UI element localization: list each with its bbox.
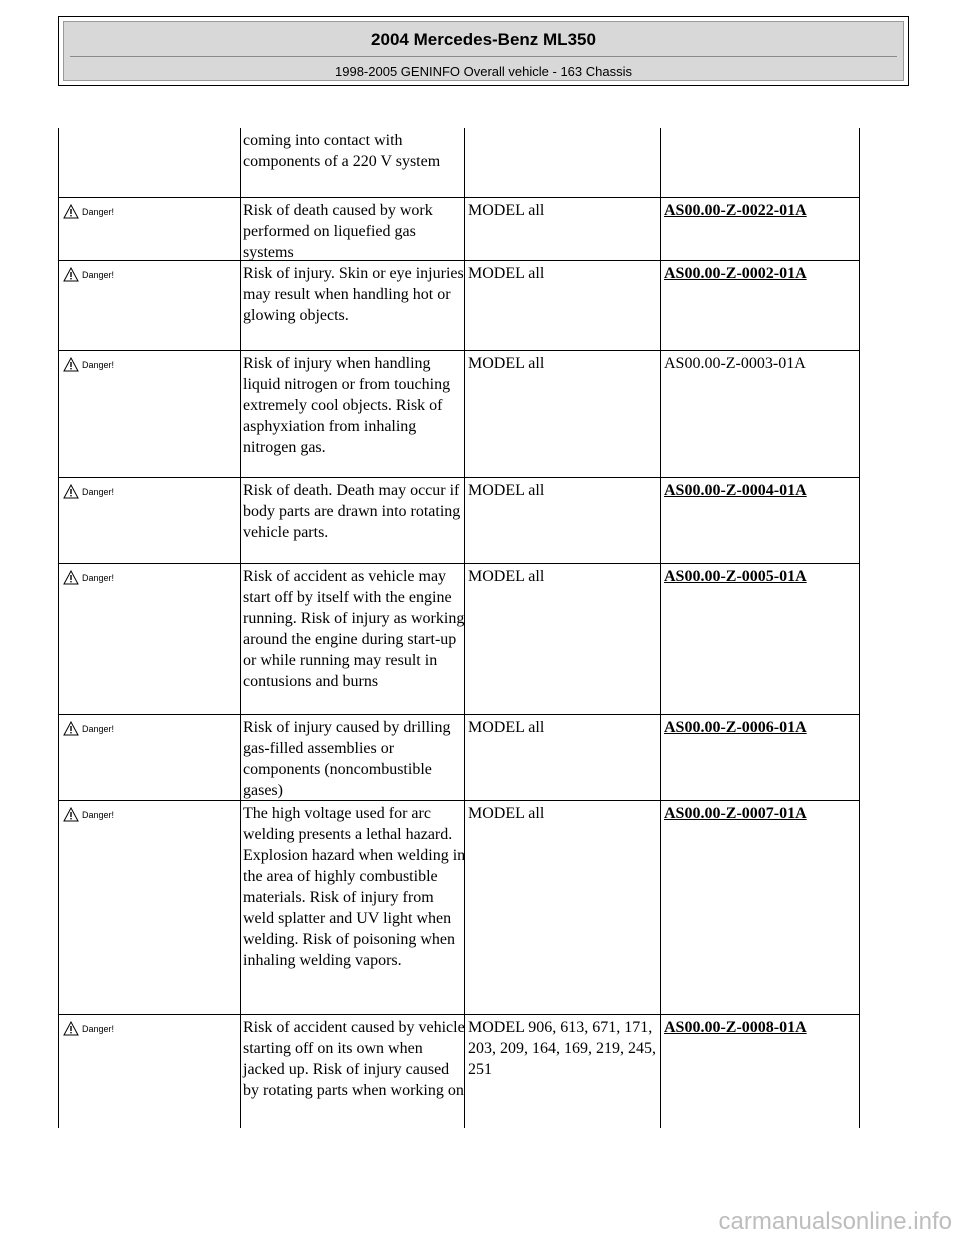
document-reference-link[interactable]: AS00.00-Z-0004-01A: [664, 482, 807, 499]
model-applicability: MODEL all: [468, 805, 545, 822]
danger-label: Danger!: [82, 359, 115, 370]
danger-badge: [63, 357, 114, 372]
document-subtitle: 1998-2005 GENINFO Overall vehicle - 163 Chassis: [335, 64, 632, 79]
warning-triangle-icon: [63, 1021, 79, 1036]
warning-triangle-icon: [63, 484, 79, 499]
document-reference-link[interactable]: AS00.00-Z-0007-01A: [664, 805, 807, 822]
danger-label: Danger!: [82, 1023, 115, 1034]
hazard-description: Risk of death caused by work performed on liquefied gas systems: [243, 202, 433, 261]
danger-label: Danger!: [82, 572, 115, 583]
document-reference: AS00.00-Z-0003-01A: [664, 355, 806, 372]
document-reference-link[interactable]: AS00.00-Z-0008-01A: [664, 1019, 807, 1036]
model-applicability: MODEL all: [468, 202, 545, 219]
table-column-divider: [240, 128, 241, 1128]
danger-label: Danger!: [82, 486, 115, 497]
document-reference-link[interactable]: AS00.00-Z-0022-01A: [664, 202, 807, 219]
header-panel: [63, 21, 904, 81]
warning-triangle-icon: [63, 204, 79, 219]
row-divider: [59, 477, 859, 478]
hazard-description: Risk of injury when handling liquid nitrogen or from touching extremely cool objects. Risk of asphyxiation from inhaling nitrogen gas.: [243, 355, 451, 456]
danger-label: Danger!: [82, 269, 115, 280]
danger-badge: [63, 267, 114, 282]
danger-badge: [63, 807, 114, 822]
site-watermark: carmanualsonline.info: [718, 1208, 952, 1235]
model-applicability: MODEL 906, 613, 671, 171, 203, 209, 164, 169, 219, 245, 251: [468, 1019, 656, 1078]
model-applicability: MODEL all: [468, 482, 545, 499]
danger-label: Danger!: [82, 206, 115, 217]
row-divider: [59, 714, 859, 715]
document-title: 2004 Mercedes-Benz ML350: [371, 30, 596, 49]
document-reference-link[interactable]: AS00.00-Z-0006-01A: [664, 719, 807, 736]
hazard-description: Risk of injury caused by drilling gas-filled assemblies or components (noncombustible gases): [243, 719, 451, 799]
warning-triangle-icon: [63, 807, 79, 822]
table-border-left: [58, 128, 59, 1128]
row-divider: [59, 563, 859, 564]
danger-badge: [63, 570, 114, 585]
header-divider: [70, 56, 897, 57]
model-applicability: MODEL all: [468, 568, 545, 585]
model-applicability: MODEL all: [468, 355, 545, 372]
hazard-description: Risk of accident caused by vehicle starting off on its own when jacked up. Risk of injury caused by rotating parts when working on: [243, 1019, 465, 1099]
hazard-description: Risk of accident as vehicle may start off by itself with the engine running. Risk of injury as working around the engine during start-up or while running may result in contusions and burns: [243, 568, 465, 690]
hazard-description: The high voltage used for arc welding presents a lethal hazard. Explosion hazard when welding in the area of highly combustible materials. Risk of injury from weld splatter and UV light when welding. Risk of poisoning when inhaling welding vapors.: [243, 805, 466, 969]
warning-triangle-icon: [63, 570, 79, 585]
model-applicability: MODEL all: [468, 265, 545, 282]
table-column-divider: [660, 128, 661, 1128]
row-divider: [59, 1014, 859, 1015]
warning-triangle-icon: [63, 721, 79, 736]
table-border-right: [859, 128, 860, 1128]
danger-badge: [63, 1021, 114, 1036]
row-divider: [59, 350, 859, 351]
danger-label: Danger!: [82, 809, 115, 820]
hazard-description: coming into contact with components of a 220 V system: [243, 132, 441, 170]
document-reference-link[interactable]: AS00.00-Z-0005-01A: [664, 568, 807, 585]
page-header: [58, 16, 909, 86]
hazard-description: Risk of injury. Skin or eye injuries may result when handling hot or glowing objects.: [243, 265, 464, 324]
hazard-description: Risk of death. Death may occur if body parts are drawn into rotating vehicle parts.: [243, 482, 461, 541]
danger-badge: [63, 204, 114, 219]
row-divider: [59, 197, 859, 198]
danger-label: Danger!: [82, 723, 115, 734]
warning-triangle-icon: [63, 267, 79, 282]
document-reference-link[interactable]: AS00.00-Z-0002-01A: [664, 265, 807, 282]
warning-triangle-icon: [63, 357, 79, 372]
danger-badge: [63, 721, 114, 736]
danger-badge: [63, 484, 114, 499]
model-applicability: MODEL all: [468, 719, 545, 736]
